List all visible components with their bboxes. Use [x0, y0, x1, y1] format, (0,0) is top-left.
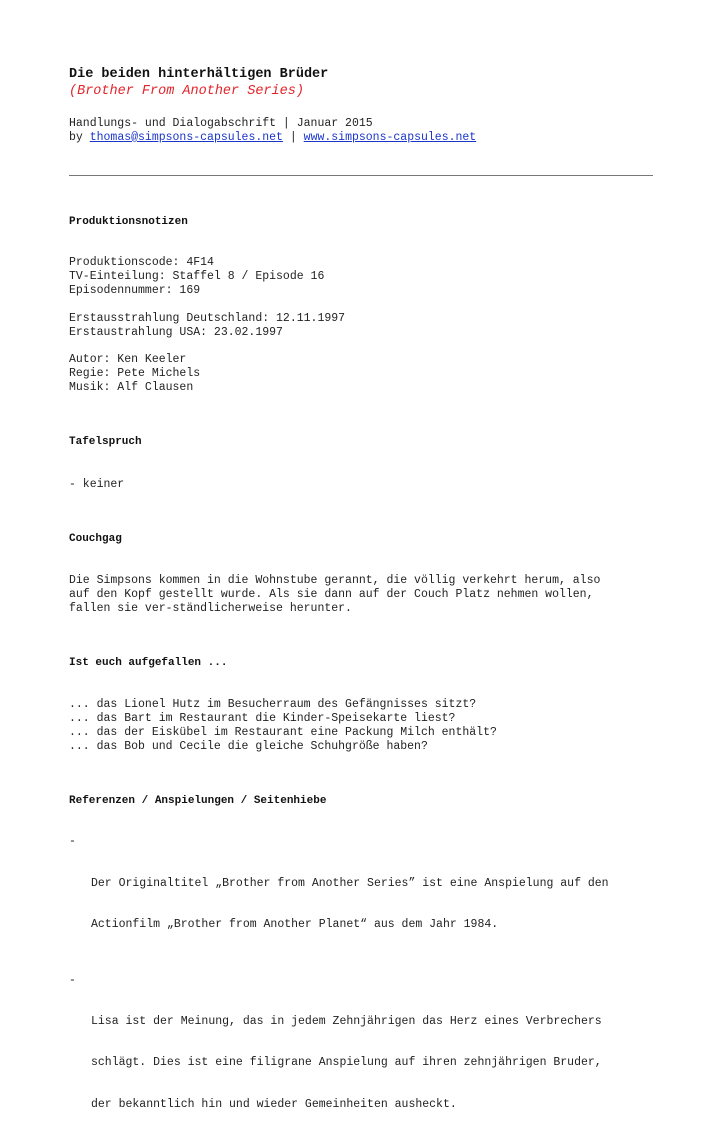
credit-director: Regie: Pete Michels	[69, 367, 659, 381]
production-code: Produktionscode: 4F14	[69, 256, 659, 270]
document-title: Die beiden hinterhältigen Brüder	[69, 66, 659, 83]
email-link[interactable]: thomas@simpsons-capsules.net	[90, 131, 283, 144]
list-item: ... das Bob und Cecile die gleiche Schuhgröße haben?	[69, 740, 659, 754]
couchgag-line: fallen sie ver-ständlicherweise herunter.	[69, 602, 659, 616]
reference-line: Lisa ist der Meinung, das in jedem Zehnjährigen das Herz eines Verbrechers	[91, 1015, 659, 1029]
dash-bullet: -	[69, 835, 76, 849]
byline-separator: |	[283, 131, 304, 144]
list-item: ... das Lionel Hutz im Besucherraum des Gefängnisses sitzt?	[69, 698, 659, 712]
references-heading: Referenzen / Anspielungen / Seitenhiebe	[69, 795, 659, 809]
production-block-credits	[69, 353, 659, 394]
chalkboard-text: - keiner	[69, 478, 659, 492]
document-page	[69, 66, 659, 1139]
couchgag-line: Die Simpsons kommen in die Wohnstube gerannt, die völlig verkehrt herum, also	[69, 574, 659, 588]
document-subtitle: (Brother From Another Series)	[69, 83, 659, 100]
reference-line: Der Originaltitel „Brother from Another Series” ist eine Anspielung auf den	[91, 877, 659, 891]
horizontal-rule	[69, 175, 653, 176]
references-list	[69, 835, 659, 1139]
list-item	[69, 835, 659, 959]
production-heading: Produktionsnotizen	[69, 216, 659, 230]
credit-music: Musik: Alf Clausen	[69, 381, 659, 395]
chalkboard-heading: Tafelspruch	[69, 436, 659, 450]
list-item: ... das Bart im Restaurant die Kinder-Speisekarte liest?	[69, 712, 659, 726]
tv-division: TV-Einteilung: Staffel 8 / Episode 16	[69, 270, 659, 284]
reference-line: schlägt. Dies ist eine filigrane Anspielung auf ihren zehnjährigen Bruder,	[91, 1056, 659, 1070]
couchgag-line: auf den Kopf gestellt wurde. Als sie dann auf der Couch Platz nehmen wollen,	[69, 588, 659, 602]
reference-line: Actionfilm „Brother from Another Planet“ aus dem Jahr 1984.	[91, 918, 659, 932]
airing-usa: Erstaustrahlung USA: 23.02.1997	[69, 326, 659, 340]
couchgag-heading: Couchgag	[69, 533, 659, 547]
production-block-codes	[69, 256, 659, 297]
website-link[interactable]: www.simpsons-capsules.net	[304, 131, 477, 144]
reference-line: der bekanntlich hin und wieder Gemeinheiten ausheckt.	[91, 1098, 659, 1112]
couchgag-paragraph	[69, 574, 659, 615]
noticed-heading: Ist euch aufgefallen ...	[69, 657, 659, 671]
credit-author: Autor: Ken Keeler	[69, 353, 659, 367]
list-item	[69, 974, 659, 1139]
by-label: by	[69, 131, 90, 144]
list-item: ... das der Eiskübel im Restaurant eine Packung Milch enthält?	[69, 726, 659, 740]
document-meta	[69, 117, 659, 145]
production-block-airing	[69, 312, 659, 340]
meta-line: Handlungs- und Dialogabschrift | Januar 2015	[69, 117, 659, 131]
dash-bullet: -	[69, 974, 76, 988]
airing-germany: Erstausstrahlung Deutschland: 12.11.1997	[69, 312, 659, 326]
noticed-list	[69, 698, 659, 753]
byline	[69, 131, 659, 145]
episode-number: Episodennummer: 169	[69, 284, 659, 298]
